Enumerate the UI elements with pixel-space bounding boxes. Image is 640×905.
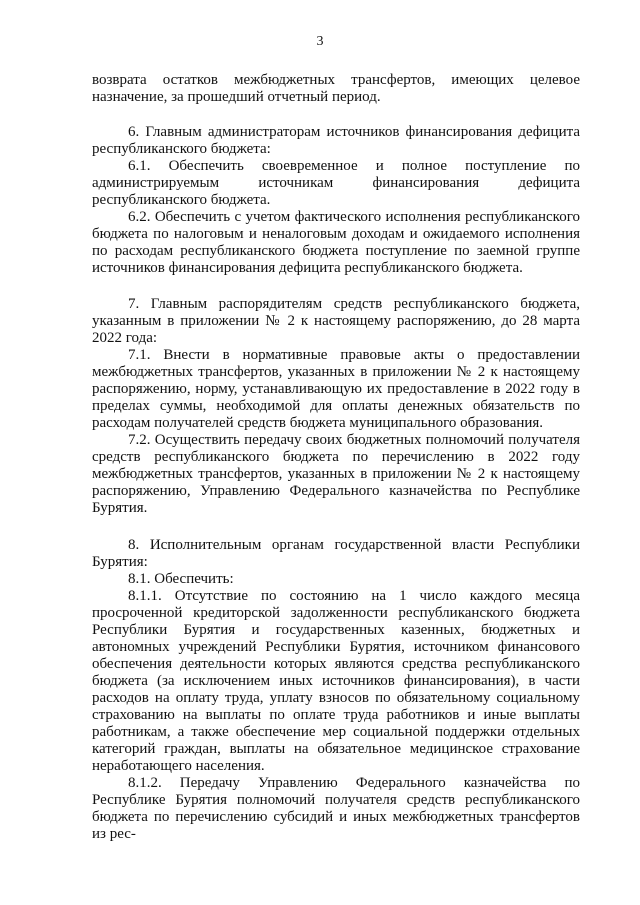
paragraph-item-7-2: 7.2. Осуществить передачу своих бюджетных полномочий получателя средств республиканского бюджета по перечислению в 2022 году межбюджетных трансфертов, указанных в приложении № 2 к настоящему распоряжению, Управлению Федерального казначейства по Республике Бурятия.	[92, 432, 580, 516]
paragraph-item-7: 7. Главным распорядителям средств республиканского бюджета, указанным в приложении № 2 к настоящему распоряжению, до 28 марта 2022 года:	[92, 296, 580, 346]
paragraph-item-6-2: 6.2. Обеспечить с учетом фактического исполнения республиканского бюджета по налоговым и неналоговым доходам и ожидаемого исполнения по расходам республиканского бюджета поступление по заемной группе источников финансирования дефицита республиканского бюджета.	[92, 209, 580, 276]
paragraph-item-7-1: 7.1. Внести в нормативные правовые акты о предоставлении межбюджетных трансфертов, указанных в приложении № 2 к настоящему распоряжению, норму, устанавливающую их предоставление в 2022 году в пределах суммы, необходимой для оплаты денежных обязательств по расходам получателей средств бюджета муниципального образования.	[92, 347, 580, 431]
paragraph-item-6-1: 6.1. Обеспечить своевременное и полное поступление по администрируемым источникам финансирования дефицита республиканского бюджета.	[92, 158, 580, 208]
document-body	[92, 72, 580, 843]
paragraph-item-8-1-1: 8.1.1. Отсутствие по состоянию на 1 число каждого месяца просроченной кредиторской задолженности республиканского бюджета Республики Бурятия и государственных казенных, бюджетных и автономных учреждений Республики Бурятия, источником финансового обеспечения деятельности которых являются средства республиканского бюджета (за исключением иных источников финансирования), в части расходов на оплату труда, уплату взносов по обязательному социальному страхованию на выплаты по оплате труда работников и иные выплаты работникам, а также обеспечение мер социальной поддержки отдельных категорий граждан, выплаты на обязательное медицинское страхование неработающего населения.	[92, 588, 580, 774]
paragraph-item-8-1-2: 8.1.2. Передачу Управлению Федерального казначейства по Республике Бурятия полномочий получателя средств республиканского бюджета по перечислению субсидий и иных межбюджетных трансфертов из рес-	[92, 775, 580, 842]
paragraph-item-8-1: 8.1. Обеспечить:	[128, 571, 234, 587]
paragraph-item-8: 8. Исполнительным органам государственной власти Республики Бурятия:	[92, 537, 580, 570]
page-number: 3	[316, 34, 324, 49]
paragraph-item-6: 6. Главным администраторам источников финансирования дефицита республиканского бюджета:	[92, 124, 580, 157]
paragraph-continuation: возврата остатков межбюджетных трансфертов, имеющих целевое назначение, за прошедший отчетный период.	[92, 72, 580, 105]
